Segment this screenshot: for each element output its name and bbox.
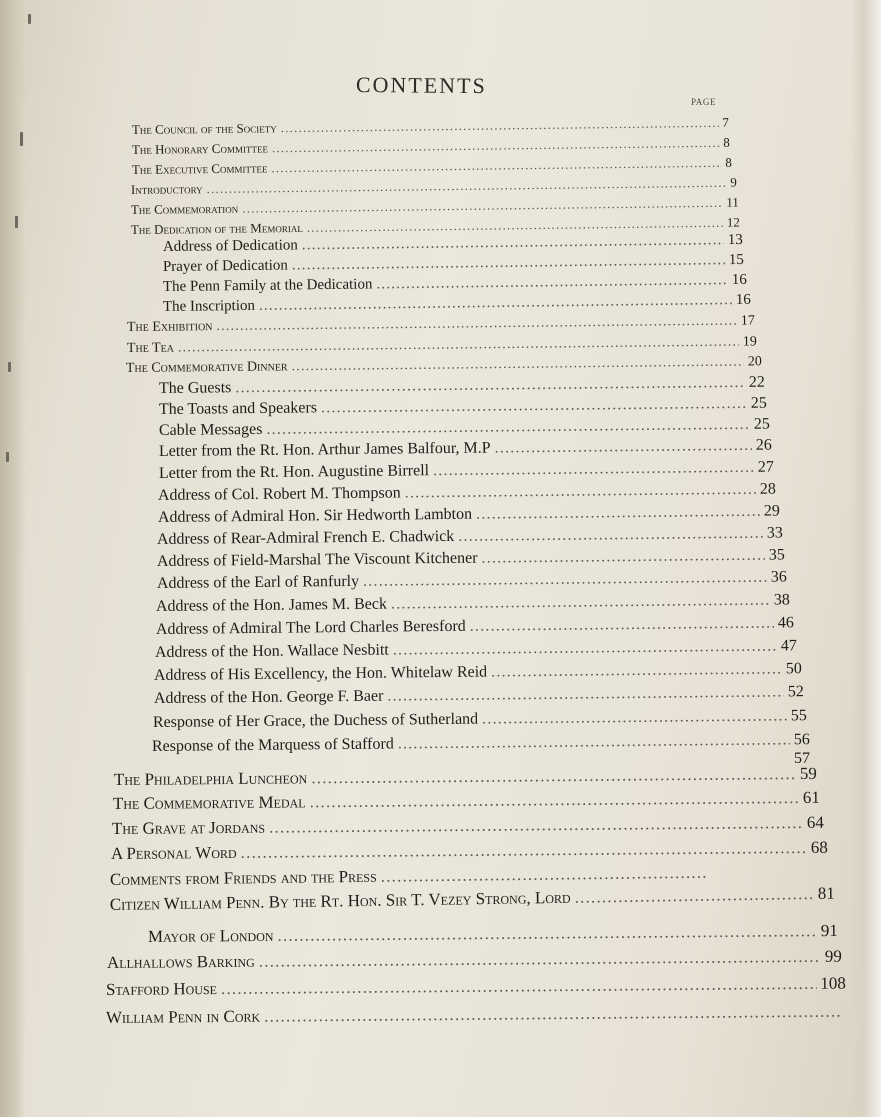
- toc-entry-page: 11: [726, 194, 739, 210]
- toc-entry-title: The Guests: [158, 379, 232, 398]
- toc-entry: [111, 838, 828, 864]
- toc-entry-page: 25: [750, 394, 767, 412]
- dot-leader: [495, 437, 752, 458]
- toc-entry-title: The Penn Family at the Dedication: [162, 276, 373, 296]
- toc-entry: [153, 707, 807, 732]
- toc-entry: [157, 568, 787, 593]
- toc-entry: [132, 115, 729, 138]
- toc-entry: [154, 660, 802, 685]
- toc-entry: [131, 175, 737, 198]
- dot-leader: [259, 292, 732, 315]
- dot-leader: [216, 314, 737, 335]
- toc-entry-title: Response of Her Grace, the Duchess of Sutherland: [152, 710, 479, 732]
- dot-leader: [387, 683, 784, 705]
- dot-leader: [272, 135, 720, 156]
- toc-entry-page: 35: [768, 546, 785, 564]
- toc-entry-page: 68: [810, 837, 828, 857]
- toc-entry: [159, 395, 767, 419]
- toc-entry-title: Address of the Hon. James M. Beck: [155, 595, 388, 616]
- toc-entry-page: 16: [731, 271, 747, 289]
- toc-entry-page: 13: [727, 231, 743, 249]
- dot-leader: [491, 660, 782, 681]
- toc-entry-title: The Toasts and Speakers: [158, 399, 318, 419]
- toc-entry-page: 26: [755, 436, 772, 454]
- page-title: CONTENTS: [355, 72, 487, 99]
- toc-entry-page: 55: [790, 707, 807, 725]
- toc-entry-title: Address of the Hon. George F. Baer: [153, 687, 384, 708]
- toc-entry: [132, 155, 732, 178]
- toc-entry: [163, 292, 751, 316]
- toc-entry-title: The Tea: [126, 340, 175, 357]
- toc-entry: [106, 1002, 846, 1028]
- dot-leader: [481, 547, 765, 568]
- dot-leader: [302, 232, 724, 254]
- toc-entry: [156, 591, 790, 616]
- dot-leader: [433, 459, 754, 480]
- toc-entry-page: 16: [735, 291, 751, 308]
- toc-entry: [159, 374, 765, 398]
- toc-entry-page: 9: [730, 174, 737, 190]
- toc-entry-title: Mayor of London: [147, 925, 274, 947]
- toc-entry-title: The Inscription: [162, 297, 256, 316]
- toc-entry-title: The Exhibition: [126, 319, 213, 336]
- toc-entry-page: 20: [747, 354, 762, 370]
- dot-leader: [277, 921, 817, 946]
- toc-entry-title: The Honorary Committee: [131, 140, 268, 158]
- toc-entry-page: 28: [759, 480, 776, 498]
- toc-entry-page: 46: [777, 614, 794, 632]
- dot-leader: [376, 272, 728, 293]
- toc-entry: [154, 683, 804, 708]
- dot-leader: [393, 637, 777, 659]
- toc-entry-title: The Council of the Society: [131, 120, 277, 138]
- toc-entry: [158, 502, 780, 527]
- toc-entry-title: Address of Admiral The Lord Charles Beresford: [155, 617, 466, 639]
- toc-entry-title: The Commemoration: [130, 200, 239, 218]
- dot-leader: [381, 863, 706, 887]
- toc-entry: [127, 313, 755, 336]
- dot-leader: [264, 1002, 842, 1027]
- toc-entry-page: 91: [820, 920, 838, 941]
- toc-entry-title: Address of Rear-Admiral French E. Chadwick: [156, 527, 455, 549]
- toc-entry-page: 56: [793, 731, 810, 749]
- toc-entry-page: 50: [785, 660, 802, 678]
- toc-entry-title: The Dedication of the Memorial: [130, 219, 303, 238]
- toc-entry-title: Allhallows Barking: [106, 951, 255, 973]
- toc-entry-page: 47: [780, 637, 797, 655]
- toc-entry: [131, 195, 739, 218]
- toc-entry-title: The Philadelphia Luncheon: [113, 768, 308, 790]
- toc-entry: [157, 546, 785, 571]
- toc-entry-title: Address of Dedication: [162, 237, 298, 256]
- toc-entry-page: 12: [726, 214, 740, 230]
- toc-entry-page: 19: [742, 334, 757, 350]
- dot-leader: [470, 615, 774, 636]
- toc-entry-title: William Penn in Cork: [105, 1006, 261, 1027]
- toc-entry-page: 33: [766, 524, 783, 542]
- toc-entry-title: Address of His Excellency, the Hon. Whitelaw Reid: [153, 663, 488, 685]
- dot-leader: [269, 813, 803, 838]
- dot-leader: [266, 416, 750, 439]
- toc-entry-page: 52: [787, 683, 804, 701]
- toc-entry-title: The Commemorative Dinner: [125, 359, 288, 377]
- toc-entry-title: Stafford House: [105, 979, 218, 1000]
- dot-leader: [321, 395, 747, 417]
- toc-entry-title: Prayer of Dedication: [162, 257, 288, 276]
- toc-entry-title: Address of Field-Marshal The Viscount Kitchener: [156, 549, 478, 571]
- toc-entry-page: 59: [799, 763, 817, 784]
- toc-entry: [132, 135, 730, 158]
- toc-entry-page: 29: [763, 502, 780, 520]
- toc-entry: [159, 437, 772, 461]
- toc-entry-page: 27: [757, 458, 774, 476]
- toc-entry-title: Address of Admiral Hon. Sir Hedworth Lambton: [157, 505, 473, 527]
- dot-leader: [405, 481, 756, 503]
- dot-leader: [292, 252, 725, 274]
- toc-entry-title: The Commemorative Medal: [112, 792, 306, 814]
- toc-entry: [155, 637, 797, 662]
- toc-entry-title: The Executive Committee: [131, 160, 268, 178]
- toc-entry-page: 15: [728, 251, 744, 269]
- toc-entry-title: Introductory: [130, 181, 203, 198]
- toc-entry-page: 25: [753, 415, 770, 433]
- dot-leader: [235, 374, 745, 397]
- dot-leader: [206, 175, 726, 197]
- toc-entry: [113, 788, 820, 814]
- toc-entry-title: Comments from Friends and the Press: [109, 866, 377, 890]
- toc-entry: [126, 354, 762, 377]
- toc-entry-page: 81: [817, 883, 835, 903]
- toc-entry-title: Response of the Marquess of Stafford: [151, 735, 394, 756]
- toc-entry-page: 61: [802, 787, 820, 807]
- toc-entry-page: 22: [748, 373, 765, 391]
- toc-entry-title: Letter from the Rt. Hon. Arthur James Balfour, M.P: [158, 439, 491, 461]
- toc-entry-page: 8: [725, 154, 732, 170]
- toc-entry-page: 17: [740, 313, 755, 329]
- toc-entry-title: Address of the Hon. Wallace Nesbitt: [154, 641, 389, 662]
- toc-entry: [159, 416, 770, 440]
- toc-entry-title: Letter from the Rt. Hon. Augustine Birrell: [158, 462, 430, 483]
- page-column-label: PAGE: [691, 97, 717, 107]
- dot-leader: [574, 884, 813, 908]
- dot-leader: [221, 974, 817, 999]
- dot-leader: [311, 764, 796, 788]
- dot-leader: [391, 592, 770, 614]
- dot-leader: [291, 355, 743, 376]
- dot-leader: [398, 731, 790, 753]
- toc-entry-page: 8: [723, 134, 730, 150]
- toc-entry: [107, 947, 842, 973]
- toc-entry: [106, 974, 846, 1000]
- toc-entry: [157, 524, 783, 549]
- toc-entry: [114, 764, 817, 790]
- toc-entry-page: 64: [806, 812, 824, 832]
- toc-entry: [112, 813, 824, 839]
- toc-entry-title: The Grave at Jordans: [111, 817, 266, 839]
- toc-entry: [110, 863, 710, 890]
- toc-entry: [127, 334, 757, 357]
- dot-leader: [271, 155, 721, 176]
- toc-entry: [158, 481, 776, 505]
- dot-leader: [178, 335, 739, 357]
- dot-leader: [309, 788, 798, 812]
- dot-leader: [363, 569, 767, 591]
- dot-leader: [458, 525, 763, 546]
- toc-entry-title: A Personal Word: [110, 842, 237, 864]
- toc-entry-page: 108: [820, 973, 846, 993]
- toc-entry-page: 57: [794, 750, 810, 767]
- toc-entry-page: 7: [722, 114, 729, 130]
- toc-entry-page: 99: [824, 946, 842, 966]
- toc-entry-title: Citizen William Penn. By the Rt. Hon. Sir T. Vezey Strong, Lord: [109, 887, 571, 915]
- toc-entry: [156, 614, 794, 639]
- toc-entry-title: Address of Col. Robert M. Thompson: [157, 484, 401, 505]
- toc-entry: [148, 921, 838, 947]
- dot-leader: [482, 707, 787, 728]
- toc-entry: [159, 459, 774, 483]
- toc-entry-page: 38: [773, 591, 790, 609]
- dot-leader: [259, 947, 821, 972]
- dot-leader: [241, 838, 807, 863]
- toc-entry-title: Cable Messages: [158, 420, 263, 440]
- toc-entry: [152, 731, 810, 756]
- dot-leader: [242, 195, 722, 217]
- toc-entry-page: 36: [770, 568, 787, 586]
- dot-leader: [281, 115, 719, 136]
- dot-leader: [476, 503, 760, 524]
- toc-entry-title: Address of the Earl of Ranfurly: [156, 572, 360, 593]
